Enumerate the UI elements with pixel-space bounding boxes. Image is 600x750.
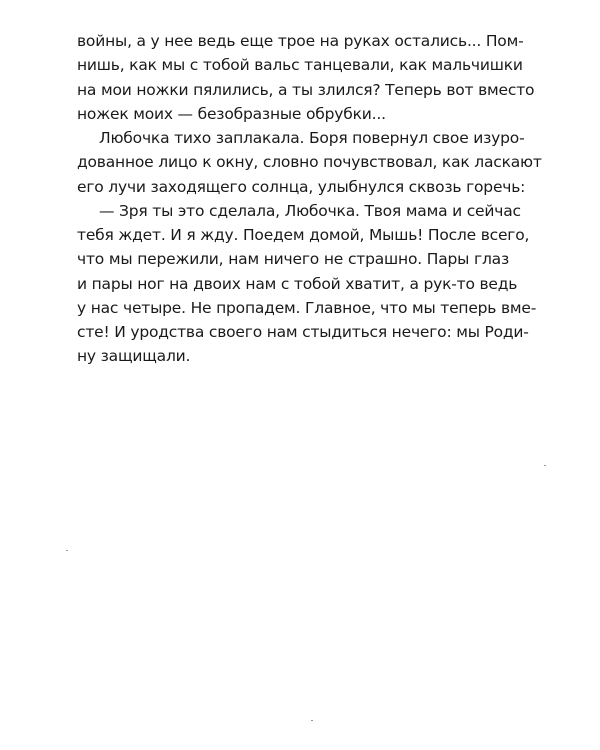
body-text xyxy=(77,29,542,369)
paragraph-first-line: Любочка тихо заплакала. Боря повернул свое изуро- xyxy=(99,129,525,147)
text-line: что мы пережили, нам ничего не страшно. Пары глаз xyxy=(77,250,509,269)
paragraph-first-line: — Зря ты это сделала, Любочка. Твоя мама и сейчас xyxy=(99,201,521,220)
text-line: тебя ждет. И я жду. Поедем домой, Мышь! После всего, xyxy=(77,226,530,244)
text-line: ножек моих — безобразные обрубки... xyxy=(77,104,386,123)
text-line: у нас четыре. Не пропадем. Главное, что мы теперь вме- xyxy=(77,298,537,317)
text-line: войны, а у нее ведь еще трое на руках остались... Пом- xyxy=(77,32,524,50)
text-line: его лучи заходящего солнца, улыбнулся сквозь горечь: xyxy=(77,177,526,196)
text-line: сте! И уродства своего нам стыдиться нечего: мы Роди- xyxy=(77,323,529,341)
scan-speck xyxy=(311,720,313,721)
scan-speck xyxy=(544,465,546,466)
text-line: нишь, как мы с тобой вальс танцевали, как мальчишки xyxy=(77,56,523,75)
text-line: и пары ног на двоих нам с тобой хватит, а рук-то ведь xyxy=(77,274,518,293)
text-line: ну защищали. xyxy=(77,347,191,366)
scan-speck xyxy=(66,550,68,551)
text-line: дованное лицо к окну, словно почувствовал, как ласкают xyxy=(77,153,542,172)
text-line: на мои ножки пялились, а ты злился? Теперь вот вместо xyxy=(77,80,535,99)
